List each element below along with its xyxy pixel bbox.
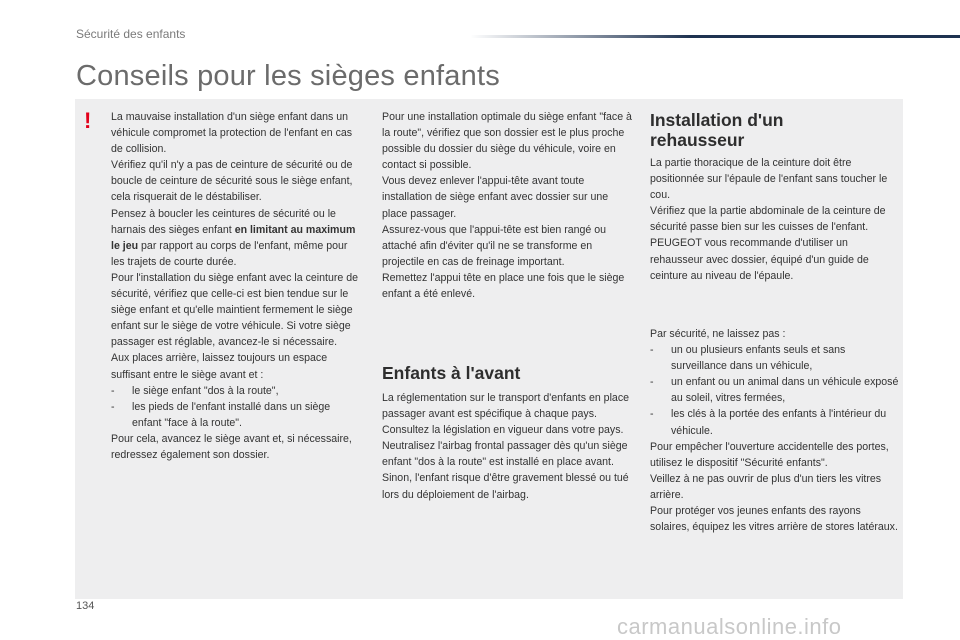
- column-booster: [650, 155, 900, 284]
- paragraph: Pour cela, avancez le siège avant et, si nécessaire, redressez également son dossier.: [111, 432, 352, 461]
- section-label: Sécurité des enfants: [76, 27, 186, 41]
- emphasis: en limitant au maximum le jeu: [111, 223, 356, 252]
- header-rule: [470, 35, 960, 38]
- heading-rehausseur: Installation d'un rehausseur: [650, 110, 784, 150]
- paragraph: Pour protéger vos jeunes enfants des rayons solaires, équipez les vitres arrière de stores latéraux.: [650, 505, 898, 534]
- paragraph: Veillez à ne pas ouvrir de plus d'un tiers les vitres arrière.: [650, 472, 882, 501]
- paragraph: Aux places arrière, laissez toujours un espace suffisant entre le siège avant et :: [111, 352, 328, 381]
- page-number: 134: [76, 600, 95, 612]
- column-safety: [650, 326, 900, 535]
- paragraph: PEUGEOT vous recommande d'utiliser un rehausseur avec dossier, équipé d'un guide de ceinture au niveau de l'épaule.: [650, 237, 869, 282]
- paragraph: Pour une installation optimale du siège enfant "face à la route", vérifiez que son dossier est le plus proche possible du dossier du siège du véhicule, voire en contact si possible.: [382, 111, 632, 172]
- paragraph: Remettez l'appui tête en place une fois que le siège enfant a été enlevé.: [382, 271, 625, 301]
- watermark: carmanualsonline.info: [617, 614, 842, 639]
- paragraph: Pensez à boucler les ceintures de sécurité ou le harnais des sièges enfant en limitant au maximum le jeu par rapport au corps de l'enfant, même pour les trajets de courte durée.: [111, 207, 356, 268]
- paragraph: La partie thoracique de la ceinture doit être positionnée sur l'épaule de l'enfant sans toucher le cou.: [650, 157, 888, 202]
- paragraph: Vérifiez que la partie abdominale de la ceinture de sécurité passe bien sur les cuisses de l'enfant.: [650, 205, 886, 234]
- list-item: - un ou plusieurs enfants seuls et sans surveillance dans un véhicule,: [650, 344, 846, 373]
- column-warning: [111, 109, 359, 463]
- list-item: - les clés à la portée des enfants à l'intérieur du véhicule.: [650, 408, 887, 437]
- paragraph: La réglementation sur le transport d'enfants en place passager avant est spécifique à chaque pays. Consultez la législation en vigueur dans votre pays.: [382, 392, 630, 437]
- column-front: [382, 390, 632, 503]
- paragraph: Assurez-vous que l'appui-tête est bien rangé ou attaché afin d'éviter qu'il ne se transforme en projectile en cas de freinage important.: [382, 223, 607, 268]
- paragraph: La mauvaise installation d'un siège enfant dans un véhicule compromet la protection de l'enfant en cas de collision.: [111, 111, 353, 156]
- paragraph: Vérifiez qu'il n'y a pas de ceinture de sécurité ou de boucle de ceinture de sécurité sous le siège enfant, cela risquerait de le déstabiliser.: [111, 159, 353, 204]
- paragraph: Pour l'installation du siège enfant avec la ceinture de sécurité, vérifiez que celle-ci est bien tendue sur le siège enfant et qu'elle maintient fermement le siège enfant sur le siège de votre véhicule. Si votre siège passager est réglable, avancez-le si nécessaire.: [111, 271, 359, 349]
- list-item: - les pieds de l'enfant installé dans un siège enfant "face à la route".: [111, 400, 331, 429]
- column-headrest: [382, 109, 632, 302]
- list-item: - un enfant ou un animal dans un véhicule exposé au soleil, vitres fermées,: [650, 376, 899, 405]
- page-title: Conseils pour les sièges enfants: [76, 60, 500, 92]
- paragraph: Vous devez enlever l'appui-tête avant toute installation de siège enfant avec dossier sur une place passager.: [382, 175, 609, 220]
- paragraph: Par sécurité, ne laissez pas :: [650, 328, 786, 340]
- list-item: - le siège enfant "dos à la route",: [111, 384, 279, 397]
- paragraph: Pour empêcher l'ouverture accidentelle des portes, utilisez le dispositif "Sécurité enfants".: [650, 440, 889, 469]
- warning-icon: !: [84, 108, 92, 133]
- heading-enfants-avant: Enfants à l'avant: [382, 363, 521, 383]
- paragraph: Neutralisez l'airbag frontal passager dès qu'un siège enfant "dos à la route" est installé en place avant. Sinon, l'enfant risque d'être gravement blessé ou tué lors du déploiement de l'airbag.: [382, 440, 629, 501]
